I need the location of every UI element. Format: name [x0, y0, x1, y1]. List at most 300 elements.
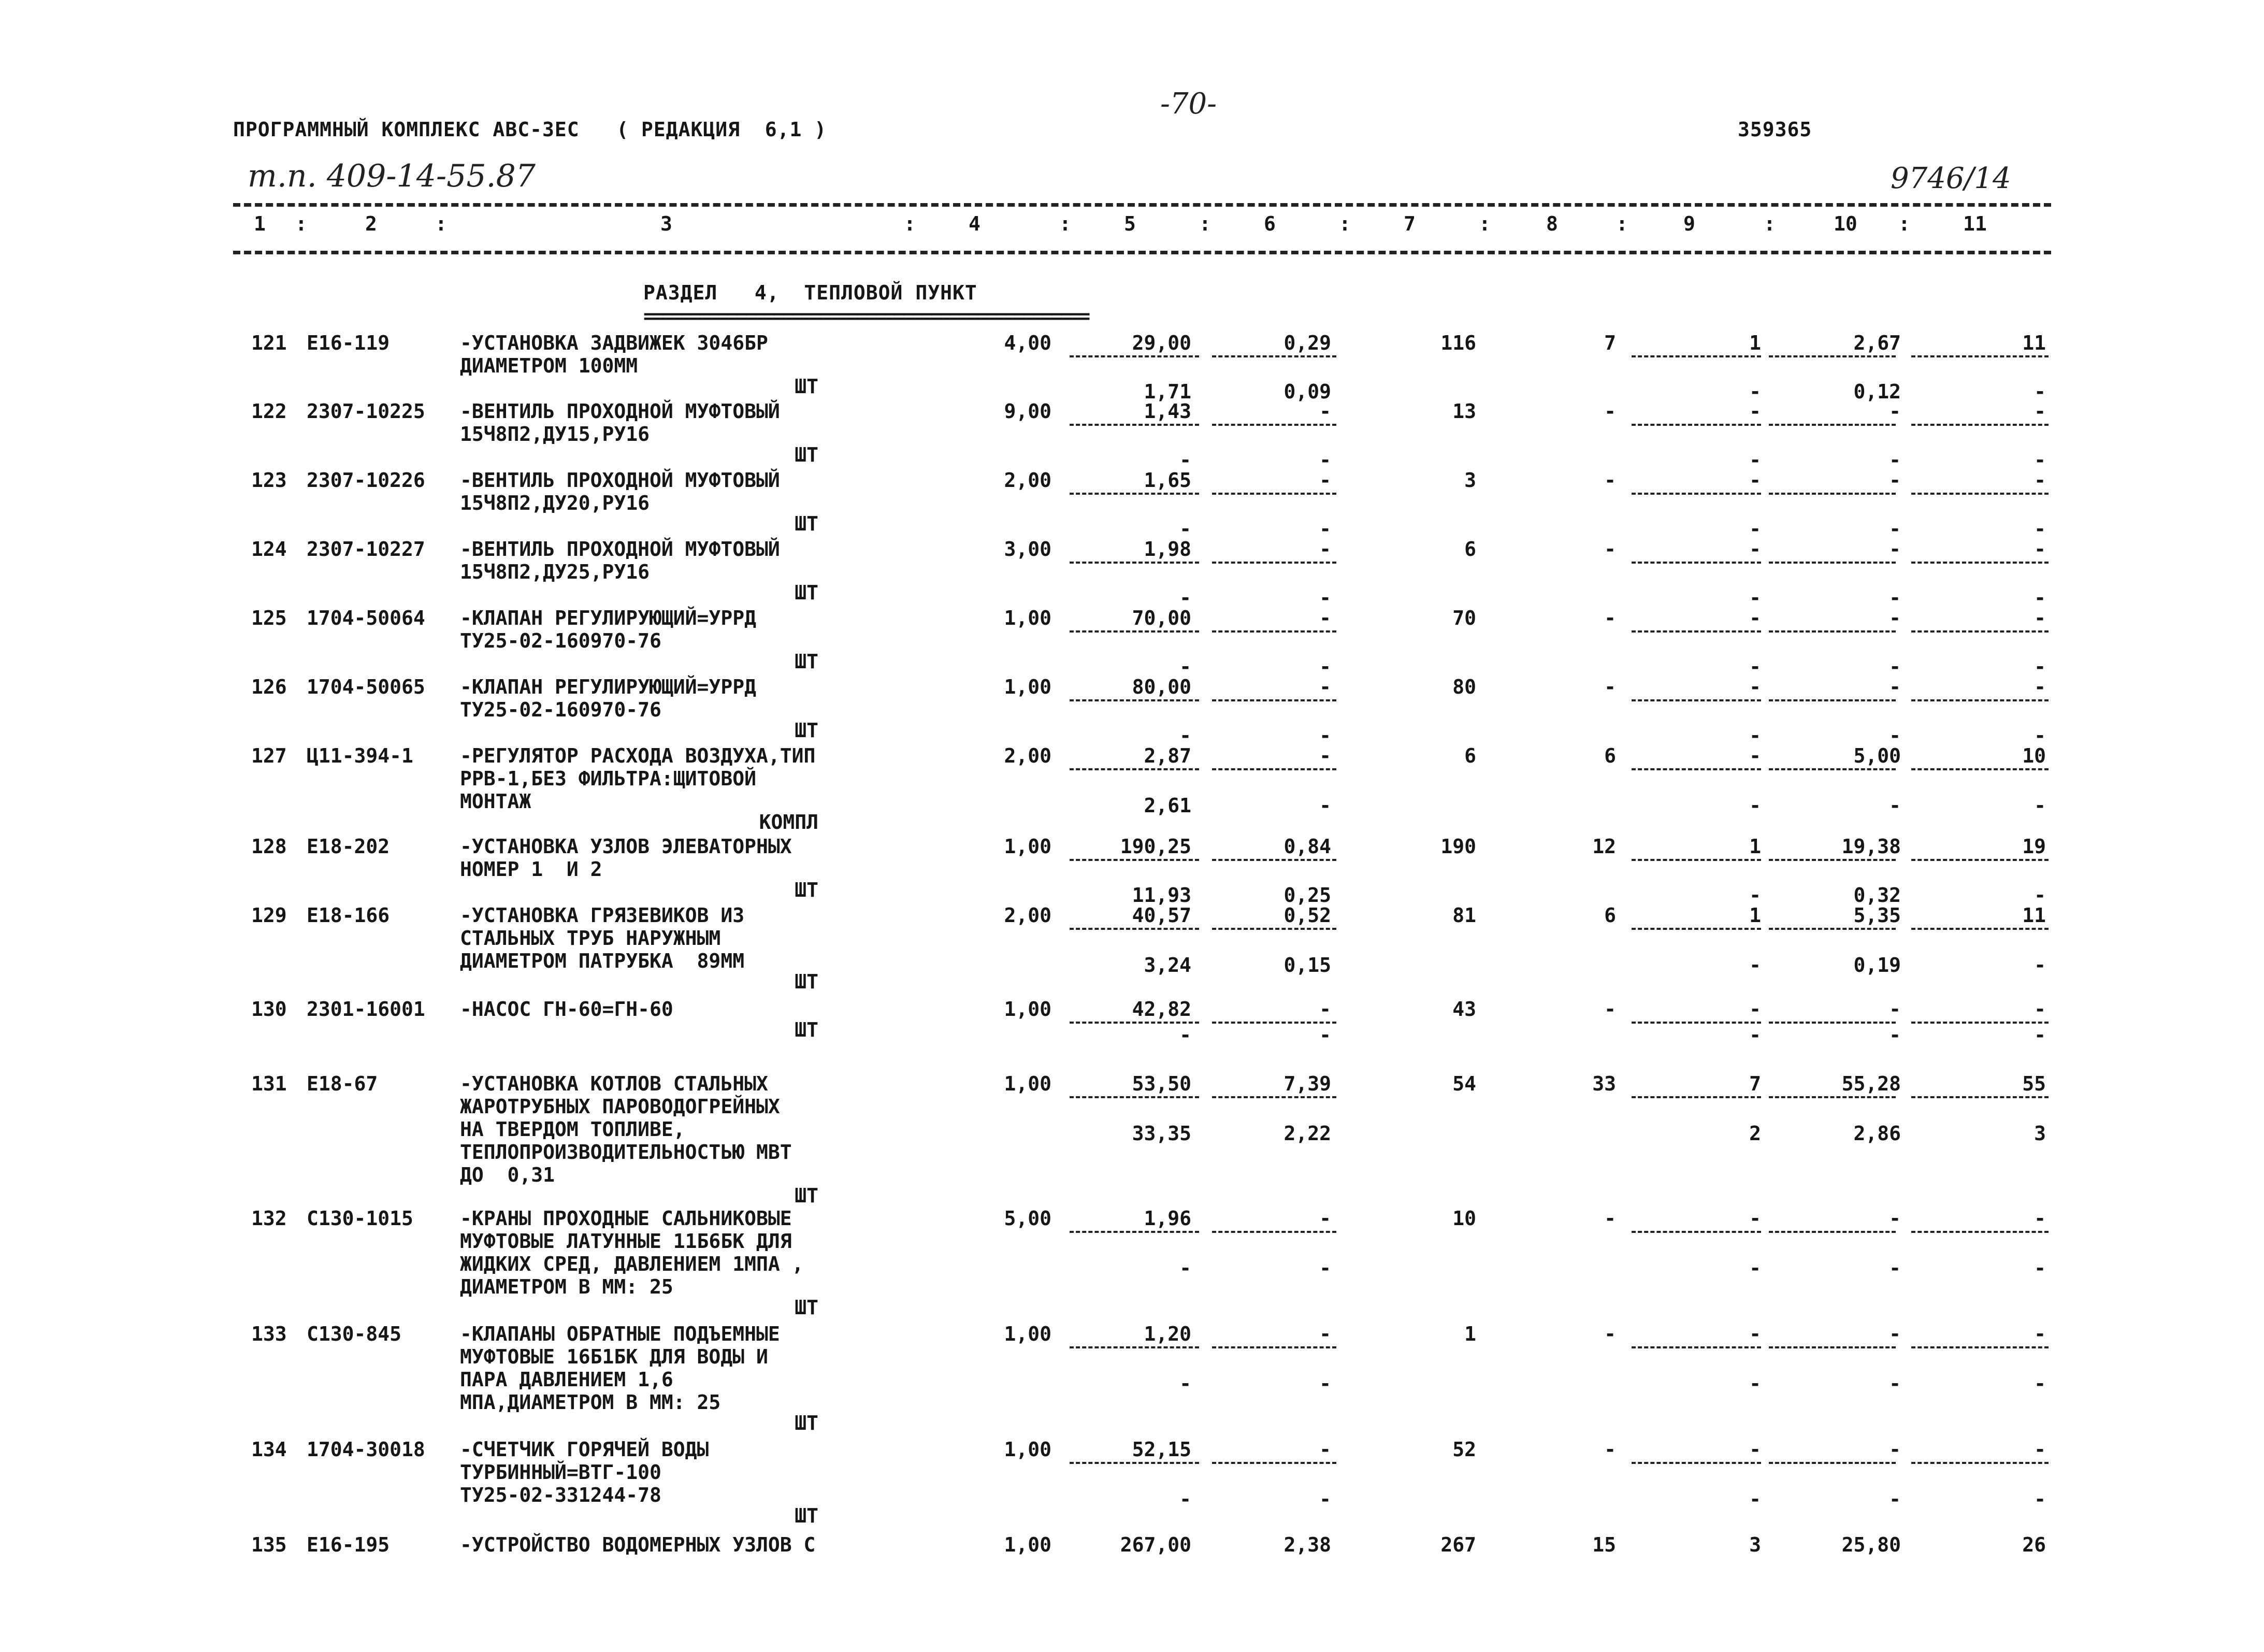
- item-description: -РЕГУЛЯТОР РАСХОДА ВОЗДУХА,ТИП: [460, 744, 816, 767]
- unit-cost-machines: -: [1319, 469, 1331, 492]
- machine-labor-hours: -: [1889, 1024, 1901, 1046]
- labor-hours: -: [1889, 1207, 1901, 1230]
- cell-divider: [1769, 1346, 1896, 1348]
- cell-divider: [1911, 424, 2049, 426]
- resource-code: Е16-119: [307, 332, 390, 354]
- unit-cost-machines: -: [1319, 607, 1331, 629]
- resource-code: С130-845: [307, 1323, 402, 1345]
- row-number: 123: [251, 469, 287, 492]
- unit-cost-machine-wages: -: [1319, 1488, 1331, 1511]
- column-separator: :: [1199, 212, 1211, 235]
- column-number: 4: [969, 212, 980, 235]
- row-number: 126: [251, 676, 287, 698]
- item-description: РРВ-1,БЕЗ ФИЛЬТРА:ЩИТОВОЙ: [460, 767, 756, 790]
- total-cost: 6: [1464, 538, 1476, 561]
- labor-total: 26: [2022, 1533, 2046, 1556]
- column-separator: :: [1764, 212, 1776, 235]
- machine-labor-hours: -: [1889, 1372, 1901, 1395]
- item-description: -ВЕНТИЛЬ ПРОХОДНОЙ МУФТОВЫЙ: [460, 469, 780, 492]
- item-description: -УСТРОЙСТВО ВОДОМЕРНЫХ УЗЛОВ С: [460, 1533, 816, 1556]
- cell-divider: [1070, 562, 1199, 564]
- machine-labor-hours: -: [1889, 794, 1901, 817]
- cell-divider: [1212, 699, 1336, 701]
- machine-labor-total: -: [2034, 655, 2046, 678]
- cell-divider: [1632, 859, 1761, 861]
- cell-divider: [1632, 493, 1761, 495]
- item-description: -ВЕНТИЛЬ ПРОХОДНОЙ МУФТОВЫЙ: [460, 400, 780, 423]
- cell-divider: [1212, 562, 1336, 564]
- total-wages: -: [1604, 998, 1616, 1021]
- item-description: МУФТОВЫЕ ЛАТУННЫЕ 11Б6БК ДЛЯ: [460, 1230, 792, 1253]
- cell-divider: [1632, 424, 1761, 426]
- cell-divider: [1212, 768, 1336, 770]
- unit-cost-machine-wages: 2,22: [1284, 1122, 1331, 1145]
- column-separator: :: [1059, 212, 1071, 235]
- cell-divider: [1632, 630, 1761, 633]
- unit-cost-machine-wages: 0,15: [1284, 954, 1331, 976]
- machine-labor-hours: 0,12: [1853, 380, 1901, 403]
- cell-divider: [1070, 699, 1199, 701]
- unit-cost-total: 1,43: [1144, 400, 1191, 423]
- archive-code: 9746/14: [1891, 162, 2011, 195]
- total-cost: 190: [1440, 835, 1476, 858]
- unit-of-measure: ШТ: [795, 719, 818, 742]
- labor-hours: 5,35: [1853, 904, 1901, 927]
- total-cost: 10: [1452, 1207, 1476, 1230]
- labor-hours: -: [1889, 998, 1901, 1021]
- row-number: 125: [251, 607, 287, 629]
- item-description: ПАРА ДАВЛЕНИЕМ 1,6: [460, 1368, 673, 1391]
- machine-labor-total: -: [2034, 794, 2046, 817]
- unit-cost-machines: 0,29: [1284, 332, 1331, 354]
- row-number: 132: [251, 1207, 287, 1230]
- column-number: 2: [365, 212, 377, 235]
- total-cost: 70: [1452, 607, 1476, 629]
- machine-labor-total: -: [2034, 1024, 2046, 1046]
- machine-labor-hours: -: [1889, 586, 1901, 609]
- item-description: -НАСОС ГН-60=ГН-60: [460, 998, 673, 1021]
- cell-divider: [1769, 424, 1896, 426]
- quantity: 1,00: [1004, 1323, 1051, 1345]
- column-separator: :: [295, 212, 307, 235]
- cell-divider: [1911, 493, 2049, 495]
- unit-of-measure: ШТ: [795, 1018, 818, 1041]
- cell-divider: [1911, 699, 2049, 701]
- item-description: ТУ25-02-160970-76: [460, 629, 661, 652]
- resource-code: 2307-10226: [307, 469, 425, 492]
- quantity: 5,00: [1004, 1207, 1051, 1230]
- cell-divider: [1632, 562, 1761, 564]
- resource-code: 2307-10227: [307, 538, 425, 561]
- total-wages: 6: [1604, 744, 1616, 767]
- resource-code: 1704-50064: [307, 607, 425, 629]
- total-wages: -: [1604, 1323, 1616, 1345]
- cell-divider: [1632, 1462, 1761, 1464]
- machine-labor: -: [1749, 884, 1761, 907]
- machine-labor-total: 3: [2034, 1122, 2046, 1145]
- total-wages: -: [1604, 676, 1616, 698]
- column-number: 1: [254, 212, 266, 235]
- total-wages: -: [1604, 1438, 1616, 1461]
- item-description: ЖИДКИХ СРЕД, ДАВЛЕНИЕМ 1МПА ,: [460, 1253, 804, 1275]
- quantity: 1,00: [1004, 607, 1051, 629]
- total-machines: -: [1749, 676, 1761, 698]
- item-description: МУФТОВЫЕ 16Б1БК ДЛЯ ВОДЫ И: [460, 1345, 768, 1368]
- labor-total: 55: [2022, 1072, 2046, 1095]
- total-wages: 33: [1592, 1072, 1616, 1095]
- machine-labor: -: [1749, 954, 1761, 976]
- labor-total: 19: [2022, 835, 2046, 858]
- cell-divider: [1212, 859, 1336, 861]
- total-wages: -: [1604, 1207, 1616, 1230]
- row-number: 131: [251, 1072, 287, 1095]
- total-cost: 267: [1440, 1533, 1476, 1556]
- row-number: 133: [251, 1323, 287, 1345]
- machine-labor: 2: [1749, 1122, 1761, 1145]
- machine-labor-hours: -: [1889, 1257, 1901, 1280]
- row-number: 134: [251, 1438, 287, 1461]
- machine-labor-total: -: [2034, 1372, 2046, 1395]
- column-separator: :: [435, 212, 447, 235]
- unit-cost-machines: 0,84: [1284, 835, 1331, 858]
- cell-divider: [1769, 562, 1896, 564]
- cell-divider: [1769, 699, 1896, 701]
- total-machines: -: [1749, 469, 1761, 492]
- cell-divider: [1070, 424, 1199, 426]
- item-description: ДО 0,31: [460, 1163, 555, 1186]
- item-description: ТУРБИННЫЙ=ВТГ-100: [460, 1461, 661, 1484]
- labor-total: 10: [2022, 744, 2046, 767]
- cell-divider: [1632, 699, 1761, 701]
- cell-divider: [1911, 768, 2049, 770]
- labor-hours: -: [1889, 1323, 1901, 1345]
- quantity: 9,00: [1004, 400, 1051, 423]
- item-description: НА ТВЕРДОМ ТОПЛИВЕ,: [460, 1118, 685, 1141]
- column-separator: :: [1898, 212, 1910, 235]
- unit-cost-wages: 33,35: [1132, 1122, 1191, 1145]
- total-machines: -: [1749, 1438, 1761, 1461]
- item-description: ДИАМЕТРОМ 100ММ: [460, 354, 638, 377]
- unit-cost-machine-wages: 0,09: [1284, 380, 1331, 403]
- machine-labor-hours: -: [1889, 724, 1901, 747]
- unit-cost-machines: -: [1319, 1438, 1331, 1461]
- unit-cost-total: 190,25: [1120, 835, 1191, 858]
- quantity: 3,00: [1004, 538, 1051, 561]
- column-number: 7: [1404, 212, 1416, 235]
- item-description: -УСТАНОВКА КОТЛОВ СТАЛЬНЫХ: [460, 1072, 768, 1095]
- cell-divider: [1911, 1096, 2049, 1098]
- row-number: 124: [251, 538, 287, 561]
- labor-total: -: [2034, 1323, 2046, 1345]
- unit-cost-total: 70,00: [1132, 607, 1191, 629]
- unit-cost-machines: -: [1319, 400, 1331, 423]
- total-cost: 116: [1440, 332, 1476, 354]
- cell-divider: [1070, 768, 1199, 770]
- unit-cost-machine-wages: -: [1319, 1257, 1331, 1280]
- unit-cost-wages: 11,93: [1132, 884, 1191, 907]
- cell-divider: [1632, 1096, 1761, 1098]
- cell-divider: [1212, 928, 1336, 930]
- machine-labor-hours: 0,32: [1853, 884, 1901, 907]
- total-machines: 1: [1749, 332, 1761, 354]
- unit-cost-wages: -: [1179, 1488, 1191, 1511]
- item-description: 15Ч8П2,ДУ20,РУ16: [460, 492, 650, 514]
- column-number: 8: [1546, 212, 1558, 235]
- cell-divider: [1911, 928, 2049, 930]
- labor-hours: -: [1889, 538, 1901, 561]
- total-machines: 1: [1749, 835, 1761, 858]
- unit-cost-machine-wages: -: [1319, 655, 1331, 678]
- total-machines: 7: [1749, 1072, 1761, 1095]
- item-description: -УСТАНОВКА ГРЯЗЕВИКОВ ИЗ: [460, 904, 745, 927]
- unit-cost-total: 40,57: [1132, 904, 1191, 927]
- labor-hours: 25,80: [1841, 1533, 1901, 1556]
- item-description: -КРАНЫ ПРОХОДНЫЕ САЛЬНИКОВЫЕ: [460, 1207, 792, 1230]
- machine-labor-total: -: [2034, 884, 2046, 907]
- item-description: -УСТАНОВКА УЗЛОВ ЭЛЕВАТОРНЫХ: [460, 835, 792, 858]
- unit-cost-total: 1,96: [1144, 1207, 1191, 1230]
- column-number: 10: [1834, 212, 1857, 235]
- cell-divider: [1070, 1462, 1199, 1464]
- column-separator: :: [1339, 212, 1351, 235]
- machine-labor-total: -: [2034, 954, 2046, 976]
- total-machines: -: [1749, 1323, 1761, 1345]
- unit-cost-total: 53,50: [1132, 1072, 1191, 1095]
- column-number: 6: [1264, 212, 1276, 235]
- item-description: -КЛАПАНЫ ОБРАТНЫЕ ПОДЪЕМНЫЕ: [460, 1323, 780, 1345]
- cell-divider: [1212, 1096, 1336, 1098]
- document-number: 359365: [1738, 118, 1812, 141]
- resource-code: Е18-166: [307, 904, 390, 927]
- unit-cost-machines: -: [1319, 998, 1331, 1021]
- unit-cost-machines: 0,52: [1284, 904, 1331, 927]
- cell-divider: [1769, 928, 1896, 930]
- cell-divider: [1911, 1462, 2049, 1464]
- machine-labor: -: [1749, 1024, 1761, 1046]
- item-description: -КЛАПАН РЕГУЛИРУЮЩИЙ=УРРД: [460, 607, 756, 629]
- unit-cost-machines: -: [1319, 744, 1331, 767]
- column-separator: :: [904, 212, 916, 235]
- cell-divider: [1632, 1346, 1761, 1348]
- labor-hours: -: [1889, 469, 1901, 492]
- labor-hours: 55,28: [1841, 1072, 1901, 1095]
- unit-cost-total: 52,15: [1132, 1438, 1191, 1461]
- quantity: 1,00: [1004, 1072, 1051, 1095]
- tp-code: т.п. 409-14-55.87: [248, 158, 536, 194]
- cell-divider: [1212, 630, 1336, 633]
- machine-labor: -: [1749, 1257, 1761, 1280]
- total-cost: 1: [1464, 1323, 1476, 1345]
- resource-code: Е18-67: [307, 1072, 378, 1095]
- cell-divider: [1632, 928, 1761, 930]
- cell-divider: [1212, 424, 1336, 426]
- unit-of-measure: ШТ: [795, 1504, 818, 1527]
- unit-cost-total: 29,00: [1132, 332, 1191, 354]
- item-description: ДИАМЕТРОМ В ММ: 25: [460, 1275, 673, 1298]
- cell-divider: [1769, 768, 1896, 770]
- labor-total: 11: [2022, 332, 2046, 354]
- quantity: 2,00: [1004, 904, 1051, 927]
- machine-labor-total: -: [2034, 380, 2046, 403]
- row-number: 128: [251, 835, 287, 858]
- total-cost: 6: [1464, 744, 1476, 767]
- cell-divider: [1769, 1096, 1896, 1098]
- item-description: 15Ч8П2,ДУ15,РУ16: [460, 423, 650, 446]
- column-number: 3: [660, 212, 672, 235]
- item-description: СТАЛЬНЫХ ТРУБ НАРУЖНЫМ: [460, 927, 721, 950]
- unit-cost-wages: 2,61: [1144, 794, 1191, 817]
- labor-hours: -: [1889, 400, 1901, 423]
- total-machines: -: [1749, 400, 1761, 423]
- total-machines: -: [1749, 538, 1761, 561]
- unit-cost-machine-wages: -: [1319, 794, 1331, 817]
- unit-cost-machines: -: [1319, 1207, 1331, 1230]
- total-machines: -: [1749, 607, 1761, 629]
- resource-code: 1704-50065: [307, 676, 425, 698]
- machine-labor-total: -: [2034, 449, 2046, 471]
- cell-divider: [1769, 859, 1896, 861]
- machine-labor: -: [1749, 1488, 1761, 1511]
- labor-total: -: [2034, 538, 2046, 561]
- labor-total: -: [2034, 676, 2046, 698]
- unit-of-measure: ШТ: [795, 1296, 818, 1319]
- cell-divider: [1070, 1346, 1199, 1348]
- cell-divider: [1911, 859, 2049, 861]
- cell-divider: [1070, 355, 1199, 357]
- machine-labor: -: [1749, 518, 1761, 540]
- quantity: 4,00: [1004, 332, 1051, 354]
- unit-of-measure: ШТ: [795, 375, 818, 398]
- item-description: -ВЕНТИЛЬ ПРОХОДНОЙ МУФТОВЫЙ: [460, 538, 780, 561]
- quantity: 1,00: [1004, 1438, 1051, 1461]
- machine-labor-total: -: [2034, 1488, 2046, 1511]
- cell-divider: [1212, 1231, 1336, 1233]
- machine-labor-total: -: [2034, 518, 2046, 540]
- labor-total: -: [2034, 400, 2046, 423]
- total-wages: -: [1604, 607, 1616, 629]
- unit-cost-machines: -: [1319, 676, 1331, 698]
- machine-labor-hours: -: [1889, 655, 1901, 678]
- machine-labor-hours: 0,19: [1853, 954, 1901, 976]
- item-description: ТЕПЛОПРОИЗВОДИТЕЛЬНОСТЬЮ МВТ: [460, 1141, 792, 1163]
- cell-divider: [1911, 355, 2049, 357]
- item-description: ЖАРОТРУБНЫХ ПАРОВОДОГРЕЙНЫХ: [460, 1095, 780, 1118]
- column-separator: :: [1479, 212, 1491, 235]
- unit-cost-wages: -: [1179, 449, 1191, 471]
- unit-cost-wages: -: [1179, 1257, 1191, 1280]
- machine-labor-hours: -: [1889, 449, 1901, 471]
- quantity: 1,00: [1004, 998, 1051, 1021]
- machine-labor: -: [1749, 449, 1761, 471]
- unit-cost-total: 267,00: [1120, 1533, 1191, 1556]
- cell-divider: [1632, 1231, 1761, 1233]
- cell-divider: [1212, 1462, 1336, 1464]
- total-machines: 1: [1749, 904, 1761, 927]
- resource-code: 2301-16001: [307, 998, 425, 1021]
- unit-of-measure: КОМПЛ: [759, 811, 818, 834]
- unit-of-measure: ШТ: [795, 443, 818, 466]
- quantity: 1,00: [1004, 676, 1051, 698]
- unit-cost-wages: 3,24: [1144, 954, 1191, 976]
- cell-divider: [1070, 1096, 1199, 1098]
- quantity: 1,00: [1004, 835, 1051, 858]
- cell-divider: [1769, 1231, 1896, 1233]
- item-description: ТУ25-02-331244-78: [460, 1484, 661, 1506]
- total-wages: 12: [1592, 835, 1616, 858]
- total-cost: 13: [1452, 400, 1476, 423]
- total-machines: -: [1749, 1207, 1761, 1230]
- item-description: -КЛАПАН РЕГУЛИРУЮЩИЙ=УРРД: [460, 676, 756, 698]
- cell-divider: [1070, 859, 1199, 861]
- item-description: -СЧЕТЧИК ГОРЯЧЕЙ ВОДЫ: [460, 1438, 709, 1461]
- cell-divider: [1911, 630, 2049, 633]
- unit-of-measure: ШТ: [795, 1184, 818, 1207]
- program-title: ПРОГРАММНЫЙ КОМПЛЕКС АВС-ЗЕС ( РЕДАКЦИЯ 6,1 ): [233, 118, 827, 141]
- unit-cost-machines: 2,38: [1284, 1533, 1331, 1556]
- labor-hours: -: [1889, 607, 1901, 629]
- item-description: -УСТАНОВКА ЗАДВИЖЕК 3046БР: [460, 332, 768, 354]
- unit-of-measure: ШТ: [795, 650, 818, 673]
- total-wages: -: [1604, 469, 1616, 492]
- cell-divider: [1632, 768, 1761, 770]
- machine-labor-total: -: [2034, 586, 2046, 609]
- quantity: 1,00: [1004, 1533, 1051, 1556]
- cell-divider: [1911, 562, 2049, 564]
- unit-cost-wages: -: [1179, 518, 1191, 540]
- unit-cost-machine-wages: -: [1319, 724, 1331, 747]
- quantity: 2,00: [1004, 744, 1051, 767]
- unit-cost-wages: -: [1179, 1372, 1191, 1395]
- total-cost: 81: [1452, 904, 1476, 927]
- unit-cost-machines: -: [1319, 538, 1331, 561]
- resource-code: Ц11-394-1: [307, 744, 413, 767]
- item-description: НОМЕР 1 И 2: [460, 858, 602, 881]
- machine-labor: -: [1749, 655, 1761, 678]
- labor-total: -: [2034, 1438, 2046, 1461]
- machine-labor: -: [1749, 586, 1761, 609]
- unit-of-measure: ШТ: [795, 879, 818, 901]
- labor-total: 11: [2022, 904, 2046, 927]
- labor-total: -: [2034, 1207, 2046, 1230]
- machine-labor-total: -: [2034, 1257, 2046, 1280]
- unit-cost-total: 2,87: [1144, 744, 1191, 767]
- cell-divider: [1911, 1231, 2049, 1233]
- labor-total: -: [2034, 607, 2046, 629]
- cell-divider: [1769, 493, 1896, 495]
- cell-divider: [1911, 1346, 2049, 1348]
- total-wages: 15: [1592, 1533, 1616, 1556]
- item-description: МОНТАЖ: [460, 790, 531, 813]
- total-machines: -: [1749, 744, 1761, 767]
- cell-divider: [1070, 928, 1199, 930]
- resource-code: С130-1015: [307, 1207, 413, 1230]
- cell-divider: [1070, 493, 1199, 495]
- row-number: 129: [251, 904, 287, 927]
- unit-cost-total: 1,65: [1144, 469, 1191, 492]
- cell-divider: [1769, 630, 1896, 633]
- labor-hours: 19,38: [1841, 835, 1901, 858]
- resource-code: 2307-10225: [307, 400, 425, 423]
- row-number: 135: [251, 1533, 287, 1556]
- total-cost: 43: [1452, 998, 1476, 1021]
- resource-code: 1704-30018: [307, 1438, 425, 1461]
- unit-of-measure: ШТ: [795, 970, 818, 993]
- row-number: 121: [251, 332, 287, 354]
- total-cost: 80: [1452, 676, 1476, 698]
- unit-cost-wages: 1,71: [1144, 380, 1191, 403]
- unit-cost-machines: -: [1319, 1323, 1331, 1345]
- item-description: ТУ25-02-160970-76: [460, 698, 661, 721]
